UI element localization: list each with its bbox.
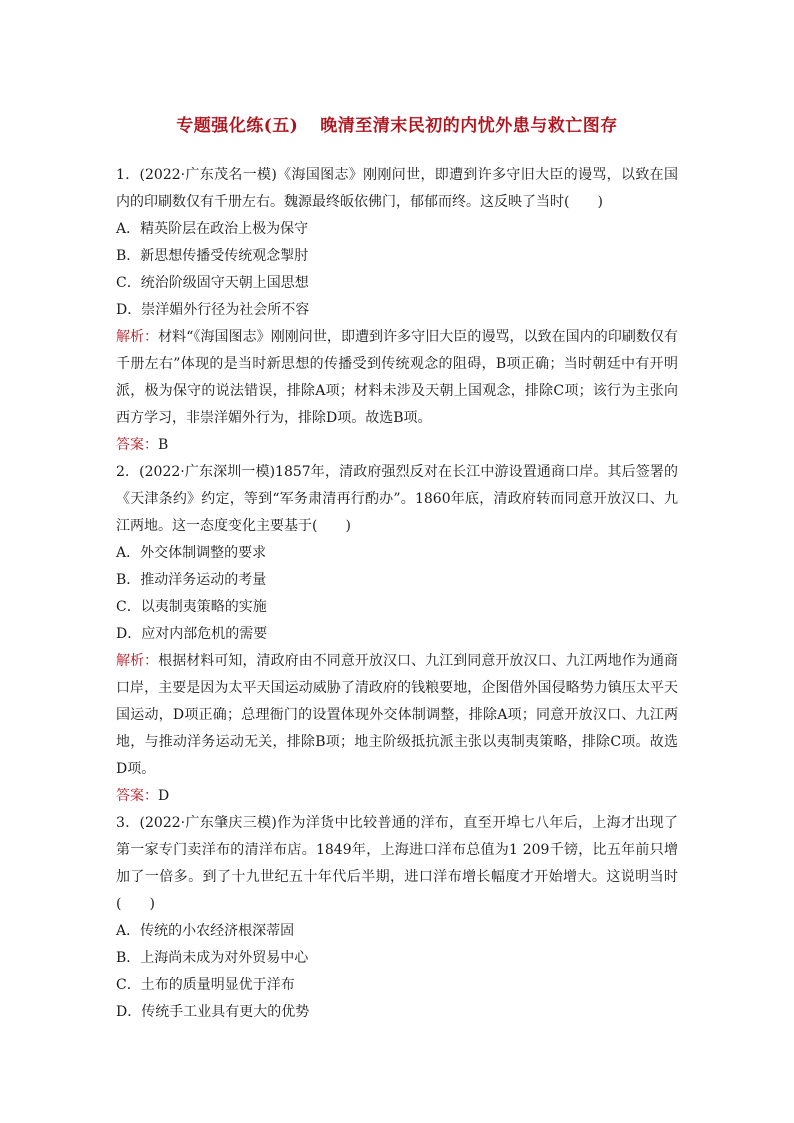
option-a: A．传统的小农经济根深蒂固 — [116, 923, 295, 939]
analysis-label: 解析： — [116, 653, 159, 669]
option-b: B．新思想传播受传统观念掣肘 — [116, 248, 309, 264]
question-1 — [116, 162, 678, 459]
question-stem: 2．(2022·广东深圳一模)1857年，清政府强烈反对在长江中游设置通商口岸。其后签署的《天津条约》约定，等到“军务肃清再行酌办”。1860年底，清政府转而同意开放汉口、九江两地。这一态度变化主要基于( ) — [116, 464, 678, 534]
option-c: C．土布的质量明显优于洋布 — [116, 977, 295, 993]
analysis — [116, 648, 678, 783]
question-stem: 3．(2022·广东肇庆三模)作为洋货中比较普通的洋布，直至开埠七八年后，上海才出现了第一家专门卖洋布的清洋布店。1849年，上海进口洋布总值为1 209千镑，比五年前只增加了一倍多。到了十九世纪五十年代后半期，进口洋布增长幅度才开始增大。这说明当时( ) — [116, 815, 678, 912]
analysis — [116, 324, 678, 432]
option-b: B．上海尚未成为对外贸易中心 — [116, 950, 309, 966]
document-page — [116, 112, 678, 1026]
option-d: D．应对内部危机的需要 — [116, 626, 268, 642]
title-part-2: 晚清至清末民初的内忧外患与救亡图存 — [320, 116, 618, 136]
answer-label: 答案： — [116, 437, 158, 453]
answer — [116, 432, 678, 459]
option-a: A．精英阶层在政治上极为保守 — [116, 221, 309, 237]
question-2 — [116, 459, 678, 810]
option-d: D．传统手工业具有更大的优势 — [116, 1004, 310, 1020]
answer-value: B — [158, 437, 169, 453]
option-d: D．崇洋媚外行径为社会所不容 — [116, 302, 310, 318]
title-part-1: 专题强化练(五) — [176, 116, 299, 136]
option-c: C．以夷制夷策略的实施 — [116, 599, 267, 615]
analysis-text: 材料“《海国图志》刚刚问世，即遭到许多守旧大臣的谩骂，以致在国内的印刷数仅有千册左右”体现的是当时新思想的传播受到传统观念的阻碍，B项正确；当时朝廷中有开明派，极为保守的说法错误，排除A项；材料未涉及天朝上国观念，排除C项；该行为主张向西方学习，非崇洋媚外行为，排除D项。故选B项。 — [116, 329, 679, 426]
option-a: A．外交体制调整的要求 — [116, 545, 267, 561]
question-stem: 1．(2022·广东茂名一模)《海国图志》刚刚问世，即遭到许多守旧大臣的谩骂，以致在国内的印刷数仅有千册左右。魏源最终皈依佛门，郁郁而终。这反映了当时( ) — [116, 167, 678, 210]
analysis-label: 解析： — [116, 329, 159, 345]
page-title — [116, 112, 678, 140]
answer-value: D — [158, 788, 170, 804]
answer — [116, 783, 678, 810]
answer-label: 答案： — [116, 788, 158, 804]
option-b: B．推动洋务运动的考量 — [116, 572, 267, 588]
analysis-text: 根据材料可知，清政府由不同意开放汉口、九江到同意开放汉口、九江两地作为通商口岸，主要是因为太平天国运动威胁了清政府的钱粮要地，企图借外国侵略势力镇压太平天国运动，D项正确；总理衙门的设置体现外交体制调整，排除A项；同意开放汉口、九江两地，与推动洋务运动无关，排除B项；地主阶级抵抗派主张以夷制夷策略，排除C项。故选D项。 — [116, 653, 679, 777]
option-c: C．统治阶级固守天朝上国思想 — [116, 275, 309, 291]
question-3 — [116, 810, 678, 1026]
